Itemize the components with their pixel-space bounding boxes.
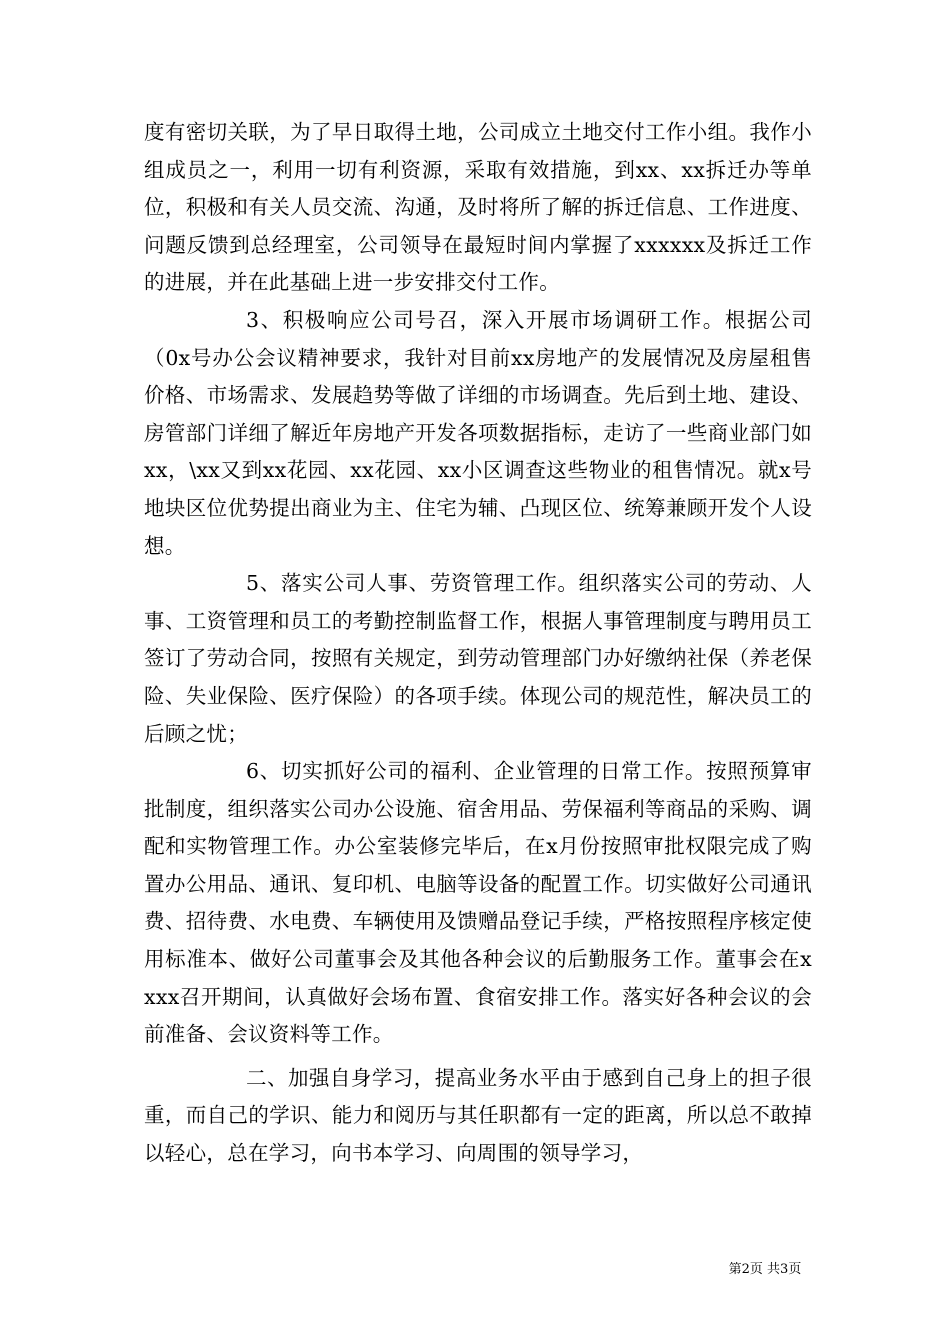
paragraph-section-2: 二、加强自身学习，提高业务水平由于感到自己身上的担子很重，而自己的学识、能力和阅历与其任职都有一定的距离，所以总不敢掉以轻心，总在学习，向书本学习、向周围的领导学习， bbox=[144, 1065, 812, 1166]
document-body bbox=[144, 114, 812, 1173]
paragraph-item-5: 5、落实公司人事、劳资管理工作。组织落实公司的劳动、人事、工资管理和员工的考勤控制监督工作，根据人事管理制度与聘用员工签订了劳动合同，按照有关规定，到劳动管理部门办好缴纳社保（养老保险、失业保险、医疗保险）的各项手续。体现公司的规范性，解决员工的后顾之忧； bbox=[144, 571, 812, 746]
paragraph-item-6: 6、切实抓好公司的福利、企业管理的日常工作。按照预算审批制度，组织落实公司办公设施、宿舍用品、劳保福利等商品的采购、调配和实物管理工作。办公室装修完毕后，在x月份按照审批权限完成了购置办公用品、通讯、复印机、电脑等设备的配置工作。切实做好公司通讯费、招待费、水电费、车辆使用及馈赠品登记手续，严格按照程序核定使用标准本、做好公司董事会及其他各种会议的后勤服务工作。董事会在xxxx召开期间，认真做好会场布置、食宿安排工作。落实好各种会议的会前准备、会议资料等工作。 bbox=[144, 759, 812, 1047]
paragraph-continued: 度有密切关联，为了早日取得土地，公司成立土地交付工作小组。我作小组成员之一，利用一切有利资源，采取有效措施，到xx、xx拆迁办等单位，积极和有关人员交流、沟通，及时将所了解的拆迁信息、工作进度、问题反馈到总经理室，公司领导在最短时间内掌握了xxxxxx及拆迁工作的进展，并在此基础上进一步安排交付工作。 bbox=[144, 120, 812, 295]
paragraph-item-3: 3、积极响应公司号召，深入开展市场调研工作。根据公司（0x号办公会议精神要求，我针对目前xx房地产的发展情况及房屋租售价格、市场需求、发展趋势等做了详细的市场调查。先后到土地、建设、房管部门详细了解近年房地产开发各项数据指标，走访了一些商业部门如xx，\xx又到xx花园、xx花园、xx小区调查这些物业的租售情况。就x号地块区位优势提出商业为主、住宅为辅、凸现区位、统筹兼顾开发个人设想。 bbox=[144, 307, 812, 558]
page-number: 第2页 共3页 bbox=[728, 1262, 802, 1277]
page-footer bbox=[0, 1262, 950, 1278]
